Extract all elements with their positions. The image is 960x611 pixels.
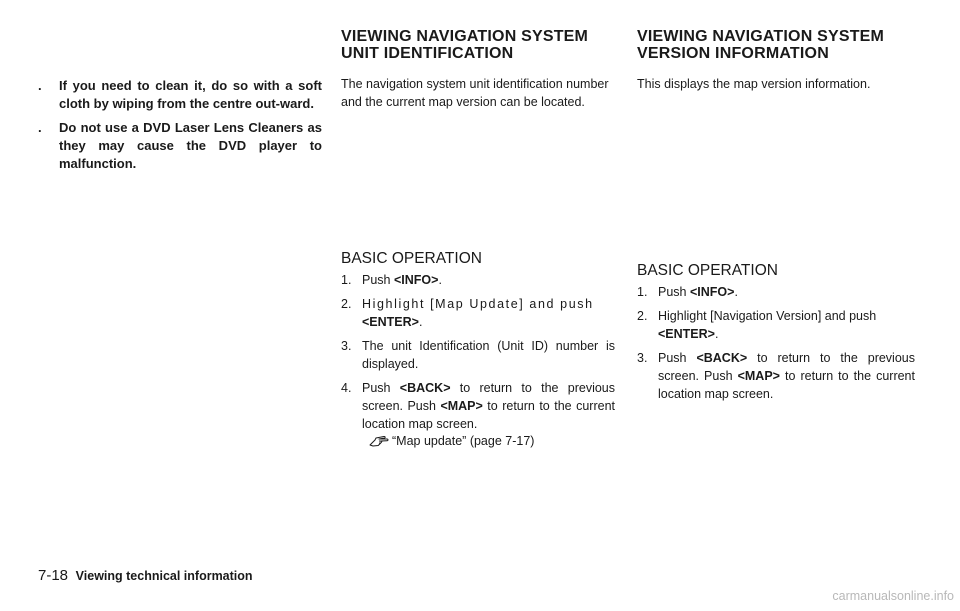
section-title-version-information: VIEWING NAVIGATION SYSTEM VERSION INFORMATION — [637, 28, 885, 62]
steps-list — [637, 283, 915, 409]
cross-reference[interactable]: “Map update” (page 7-17) — [369, 432, 534, 450]
bullet-item: . If you need to clean it, do so with a soft cloth by wiping from the centre out-ward. — [38, 78, 322, 111]
step-item: 1. Push <INFO>. — [637, 285, 738, 299]
pointing-hand-icon — [369, 434, 389, 447]
section-title-unit-identification: VIEWING NAVIGATION SYSTEM UNIT IDENTIFICATION — [341, 28, 589, 62]
footer-title: Viewing technical information — [75, 569, 253, 583]
steps-list — [341, 271, 615, 439]
intro-paragraph: This displays the map version information. — [637, 77, 871, 91]
watermark: carmanualsonline.info — [832, 589, 954, 603]
basic-operation-title: BASIC OPERATION — [341, 250, 482, 267]
step-item: 2. Highlight [Navigation Version] and push <ENTER>. — [637, 309, 877, 341]
page-footer — [38, 568, 253, 584]
step-item: 2. Highlight [Map Update] and push <ENTER>. — [341, 297, 594, 329]
page-number: 7-18 — [38, 567, 69, 584]
cleaning-bullet-list — [38, 77, 322, 179]
step-item: 3. Push <BACK> to return to the previous screen. Push <MAP> to return to the current location map screen. — [637, 351, 915, 401]
step-item: 1. Push <INFO>. — [341, 273, 442, 287]
step-item: 4. Push <BACK> to return to the previous screen. Push <MAP> to return to the current location map screen. — [341, 381, 616, 431]
bullet-item: . Do not use a DVD Laser Lens Cleaners as they may cause the DVD player to malfunction. — [38, 120, 322, 171]
intro-paragraph: The navigation system unit identification number and the current map version can be located. — [341, 77, 609, 109]
basic-operation-title: BASIC OPERATION — [637, 262, 778, 279]
step-item: 3. The unit Identification (Unit ID) number is displayed. — [341, 339, 615, 371]
